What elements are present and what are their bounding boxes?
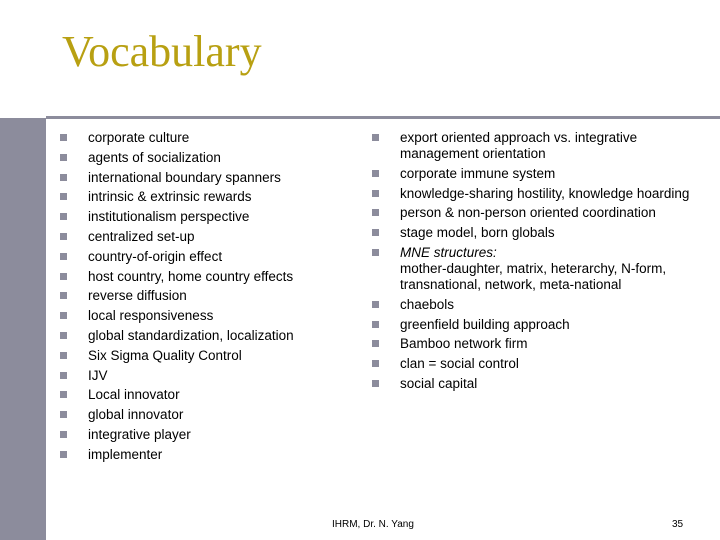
list-item: global standardization, localization bbox=[60, 328, 330, 344]
list-item: Local innovator bbox=[60, 387, 330, 403]
square-bullet-icon bbox=[60, 312, 67, 319]
list-item: host country, home country effects bbox=[60, 269, 330, 285]
left-column-list bbox=[60, 130, 330, 467]
square-bullet-icon bbox=[60, 431, 67, 438]
square-bullet-icon bbox=[60, 213, 67, 220]
list-item: greenfield building approach bbox=[372, 317, 690, 333]
square-bullet-icon bbox=[372, 229, 379, 236]
square-bullet-icon bbox=[372, 134, 379, 141]
square-bullet-icon bbox=[60, 411, 67, 418]
footer-credit: IHRM, Dr. N. Yang bbox=[332, 519, 414, 530]
list-item: corporate immune system bbox=[372, 166, 690, 182]
square-bullet-icon bbox=[60, 253, 67, 260]
square-bullet-icon bbox=[372, 340, 379, 347]
right-column-list bbox=[372, 130, 690, 396]
square-bullet-icon bbox=[60, 134, 67, 141]
square-bullet-icon bbox=[60, 332, 67, 339]
square-bullet-icon bbox=[372, 380, 379, 387]
mne-structures-heading: MNE structures: bbox=[400, 244, 497, 260]
list-item: implementer bbox=[60, 447, 330, 463]
square-bullet-icon bbox=[372, 301, 379, 308]
page-number: 35 bbox=[672, 519, 684, 530]
square-bullet-icon bbox=[60, 352, 67, 359]
square-bullet-icon bbox=[60, 372, 67, 379]
list-item: corporate culture bbox=[60, 130, 330, 146]
square-bullet-icon bbox=[372, 190, 379, 197]
list-item: global innovator bbox=[60, 407, 330, 423]
list-item: centralized set-up bbox=[60, 229, 330, 245]
list-item: reverse diffusion bbox=[60, 288, 330, 304]
list-item: export oriented approach vs. integrative management orientation bbox=[372, 130, 690, 162]
list-item: Bamboo network firm bbox=[372, 336, 690, 352]
square-bullet-icon bbox=[372, 360, 379, 367]
square-bullet-icon bbox=[60, 451, 67, 458]
square-bullet-icon bbox=[372, 170, 379, 177]
list-item: institutionalism perspective bbox=[60, 209, 330, 225]
square-bullet-icon bbox=[372, 321, 379, 328]
square-bullet-icon bbox=[60, 391, 67, 398]
list-item: Six Sigma Quality Control bbox=[60, 348, 330, 364]
square-bullet-icon bbox=[60, 233, 67, 240]
square-bullet-icon bbox=[60, 154, 67, 161]
list-item: local responsiveness bbox=[60, 308, 330, 324]
square-bullet-icon bbox=[60, 193, 67, 200]
square-bullet-icon bbox=[60, 273, 67, 280]
left-decorative-bar bbox=[0, 118, 46, 540]
list-item: international boundary spanners bbox=[60, 170, 330, 186]
mne-structures-subtext: mother-daughter, matrix, heterarchy, N-form, transnational, network, meta-national bbox=[400, 260, 667, 292]
square-bullet-icon bbox=[372, 209, 379, 216]
list-item: IJV bbox=[60, 368, 330, 384]
slide-title: Vocabulary bbox=[62, 27, 262, 76]
list-item: intrinsic & extrinsic rewards bbox=[60, 189, 330, 205]
square-bullet-icon bbox=[60, 174, 67, 181]
list-item: knowledge-sharing hostility, knowledge hoarding bbox=[372, 186, 690, 202]
list-item: stage model, born globals bbox=[372, 225, 690, 241]
list-item: integrative player bbox=[60, 427, 330, 443]
square-bullet-icon bbox=[60, 292, 67, 299]
list-item: country-of-origin effect bbox=[60, 249, 330, 265]
list-item: clan = social control bbox=[372, 356, 690, 372]
title-divider bbox=[46, 116, 720, 119]
list-item: person & non-person oriented coordination bbox=[372, 205, 690, 221]
square-bullet-icon bbox=[372, 249, 379, 256]
list-item: chaebols bbox=[372, 297, 690, 313]
list-item: social capital bbox=[372, 376, 690, 392]
list-item: agents of socialization bbox=[60, 150, 330, 166]
list-item bbox=[372, 245, 690, 293]
